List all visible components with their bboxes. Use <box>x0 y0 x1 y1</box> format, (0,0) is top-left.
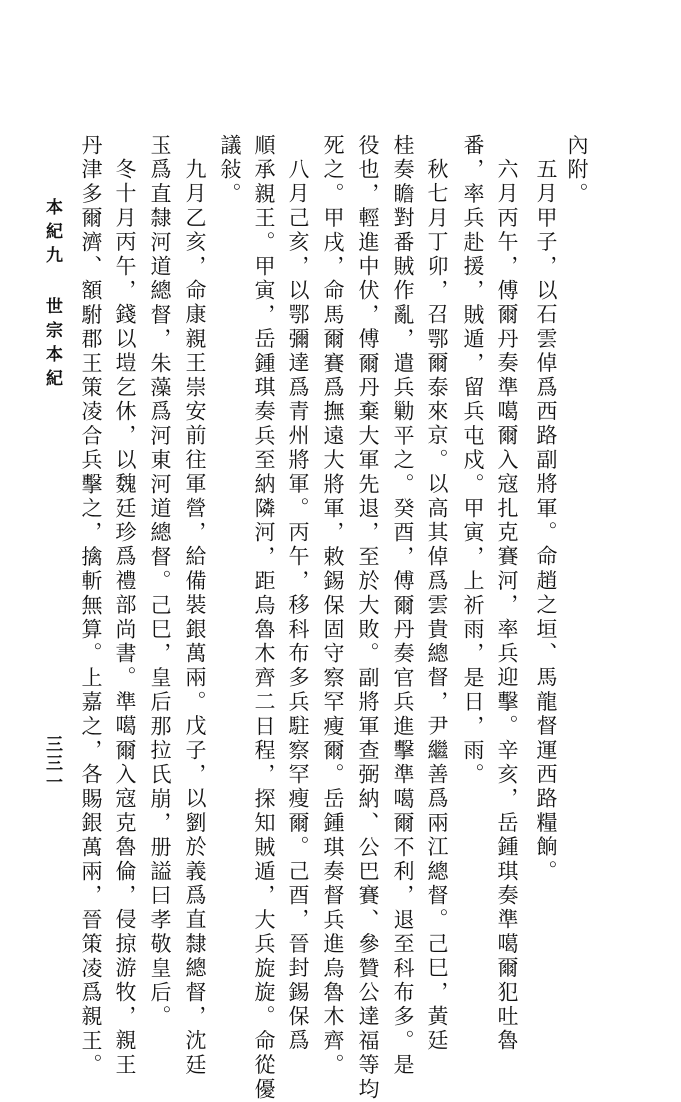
text-column-6: 桂奏瞻對番賊作亂，遣兵勦平之。癸酉，傅爾丹奏官兵進擊準噶爾不利，退至科布多。是 <box>391 134 415 1078</box>
text-column-7: 役也，輕進中伏，傅爾丹棄大軍先退，至於大敗。副將軍查弼納、公巴賽、參贊公達福等均 <box>356 134 380 1102</box>
chapter-header: 本紀九 <box>42 198 62 270</box>
text-column-9: 八月己亥，以鄂彌達爲青州將軍。丙午，移科布多兵駐察罕瘦爾。己酉，晉封錫保爲 <box>286 158 310 1054</box>
text-column-8: 死之。甲戌，命馬爾賽爲撫遠大將軍，敕錫保固守察罕瘦爾。岳鍾琪奏督兵進烏魯木齊。 <box>321 134 345 1078</box>
text-column-12: 九月乙亥，命康親王崇安前往軍營，給備裝銀萬兩。戊子，以劉於義爲直隸總督，沈廷 <box>183 158 207 1078</box>
page-number: 三三一 <box>42 735 62 792</box>
text-column-15: 丹津多爾濟、額駙郡王策凌合兵擊之，擒斬無算。上嘉之，各賜銀萬兩，晉策凌爲親王。 <box>79 134 103 1078</box>
text-column-5: 秋七月丁卯，召鄂爾泰來京。以高其倬爲雲貴總督，尹繼善爲兩江總督。己巳，黃廷 <box>425 158 449 1054</box>
text-column-1: 內附。 <box>565 134 589 207</box>
text-column-4: 番，率兵赴援，賊遁，留兵屯戍。甲寅，上祈雨，是日，雨。 <box>461 134 485 788</box>
section-title: 世宗本紀 <box>42 297 62 393</box>
text-column-13: 玉爲直隸河道總督，朱藻爲河東河道總督。己巳，皇后那拉氏崩，册謚曰孝敬皇后。 <box>148 134 172 1030</box>
text-column-3: 六月丙午，傅爾丹奏準噶爾入寇扎克賽河，率兵迎擊。辛亥，岳鍾琪奏準噶爾犯吐魯 <box>495 158 519 1054</box>
text-column-10: 順承親王。甲寅，岳鍾琪奏兵至納隣河，距烏魯木齊二日程，探知賊遁，大兵旋旋。命從優 <box>252 134 276 1102</box>
text-column-2: 五月甲子，以石雲倬爲西路副將軍。命趙之垣、馬龍督運西路糧餉。 <box>534 158 558 884</box>
text-column-11: 議敍。 <box>218 134 242 207</box>
text-column-14: 冬十月丙午，錢以塏乞休，以魏廷珍爲禮部尚書。準噶爾入寇克魯倫，侵掠游牧，親王 <box>113 158 137 1078</box>
